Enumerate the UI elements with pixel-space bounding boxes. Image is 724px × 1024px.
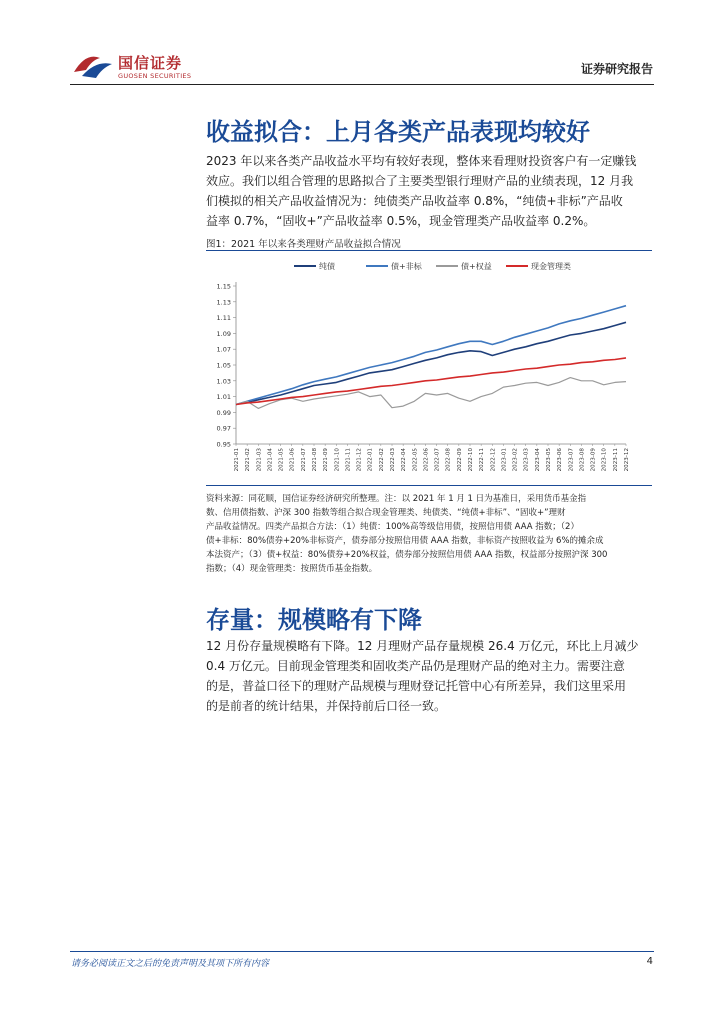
x-tick-label: 2023-11: [612, 448, 619, 472]
x-tick-label: 2022-07: [434, 448, 441, 472]
x-tick-label: 2022-04: [401, 448, 408, 472]
section-title-yield-fit: 收益拟合：上月各类产品表现均较好: [206, 118, 590, 146]
x-tick-label: 2022-10: [468, 448, 474, 472]
x-tick-label: 2021-11: [345, 448, 352, 472]
figure-title: 图1：2021 年以来各类理财产品收益拟合情况: [206, 239, 401, 250]
x-tick-label: 2023-08: [579, 448, 586, 472]
series-line-现金管理类: [236, 358, 626, 405]
x-tick-label: 2021-12: [356, 448, 363, 472]
paragraph-line: 们模拟的相关产品收益情况为：纯债类产品收益率 0.8%，“纯债+非标”产品收: [206, 194, 623, 208]
x-tick-label: 2023-10: [601, 448, 608, 472]
logo-text-en: GUOSEN SECURITIES: [118, 72, 192, 80]
x-tick-label: 2021-08: [312, 448, 318, 472]
paragraph-line: 2023 年以来各类产品收益水平均有较好表现，整体来看理财投资客户有一定赚钱: [206, 154, 637, 168]
line-chart-svg: [206, 254, 652, 482]
report-type-label: 证券研究报告: [580, 62, 653, 76]
x-tick-label: 2023-01: [501, 448, 508, 472]
x-tick-label: 2022-06: [423, 448, 430, 472]
x-tick-label: 2022-02: [378, 448, 385, 472]
x-tick-label: 2022-12: [490, 448, 497, 472]
guosen-logo: [72, 50, 212, 86]
x-tick-label: 2021-07: [300, 448, 307, 472]
series-line-纯债: [236, 322, 626, 404]
series-line-债+非标: [236, 306, 626, 405]
figure-top-rule: [206, 250, 652, 251]
x-tick-label: 2023-02: [512, 448, 519, 472]
x-tick-label: 2022-08: [445, 448, 452, 472]
y-tick-label: 0.99: [216, 408, 231, 417]
figure-bottom-rule: [206, 485, 652, 486]
x-tick-label: 2021-03: [256, 448, 263, 472]
note-line: 数、信用债指数、沪深 300 指数等组合拟合现金管理类、纯债类、“纯债+非标”、“固收+”理财: [206, 508, 566, 518]
y-tick-label: 1.13: [216, 298, 231, 307]
legend-label: 债+权益: [461, 262, 492, 271]
x-tick-label: 2023-06: [557, 448, 564, 472]
section-title-stock: 存量：规模略有下降: [206, 606, 422, 634]
note-line: 产品收益情况。四类产品拟合方法：（1）纯债：100%高等级信用债，按照信用债 AAA 指数；（2）: [206, 522, 579, 532]
page-header: [0, 0, 724, 90]
x-tick-label: 2021-04: [267, 448, 274, 472]
logo-mark-icon: [72, 50, 116, 80]
note-line: 指数；（4）现金管理类：按照货币基金指数。: [206, 564, 378, 574]
header-divider: [70, 84, 654, 85]
x-tick-label: 2022-09: [456, 448, 463, 472]
legend-label: 纯债: [319, 262, 335, 271]
page-number: 4: [646, 956, 653, 967]
yield-fit-chart: [206, 254, 652, 482]
section-paragraph-stock: [206, 636, 652, 716]
y-tick-label: 1.05: [216, 361, 231, 370]
x-tick-label: 2021-09: [323, 448, 330, 472]
footer-disclaimer: 请务必阅读正文之后的免责声明及其项下所有内容: [71, 959, 270, 969]
paragraph-line: 效应。我们以组合管理的思路拟合了主要类型银行理财产品的业绩表现，12 月我: [206, 174, 634, 188]
x-tick-label: 2022-11: [479, 448, 486, 472]
figure-notes: [206, 492, 652, 576]
y-tick-label: 1.03: [216, 377, 231, 386]
logo-text-cn: 国信证券: [118, 54, 183, 72]
note-line: 本法资产；（3）债+权益：80%债券+20%权益，债券部分按照信用债 AAA 指数，权益部分按照沪深 300: [206, 550, 608, 560]
x-tick-label: 2023-03: [523, 448, 530, 472]
paragraph-line: 的是前者的统计结果，并保持前后口径一致。: [206, 699, 447, 713]
y-tick-label: 1.11: [216, 314, 231, 323]
paragraph-line: 0.4 万亿元。目前现金管理类和固收类产品仍是理财产品的绝对主力。需要注意: [206, 659, 625, 673]
y-tick-label: 1.09: [216, 329, 231, 338]
x-tick-label: 2021-01: [234, 448, 240, 472]
y-tick-label: 1.15: [216, 282, 231, 291]
x-tick-label: 2022-01: [367, 448, 374, 472]
x-tick-label: 2022-05: [412, 448, 419, 472]
x-tick-label: 2023-07: [568, 448, 575, 472]
x-tick-label: 2023-09: [590, 448, 597, 472]
legend-label: 现金管理类: [531, 262, 571, 271]
note-line: 债+非标：80%债券+20%非标资产，债券部分按照信用债 AAA 指数，非标资产按照收益为 6%的摊余成: [206, 536, 604, 546]
series-line-债+权益: [236, 378, 626, 409]
x-tick-label: 2021-06: [289, 448, 296, 472]
paragraph-line: 12 月份存量规模略有下降。12 月理财产品存量规模 26.4 万亿元，环比上月减少: [206, 639, 639, 653]
x-tick-label: 2022-03: [390, 448, 396, 472]
y-tick-label: 0.97: [216, 424, 231, 433]
section-paragraph-yield-fit: [206, 151, 652, 231]
y-tick-label: 0.95: [216, 440, 231, 449]
x-tick-label: 2023-12: [624, 448, 630, 472]
y-tick-label: 1.01: [216, 393, 231, 402]
x-tick-label: 2021-10: [334, 448, 341, 472]
x-tick-label: 2021-02: [245, 448, 252, 472]
footer-divider: [70, 951, 654, 952]
paragraph-line: 益率 0.7%，“固收+”产品收益率 0.5%，现金管理类产品收益率 0.2%。: [206, 214, 596, 228]
paragraph-line: 的是，普益口径下的理财产品规模与理财登记托管中心有所差异，我们这里采用: [206, 679, 627, 693]
x-tick-label: 2023-05: [546, 448, 552, 472]
legend-label: 债+非标: [391, 262, 422, 271]
x-tick-label: 2023-04: [534, 448, 541, 472]
x-tick-label: 2021-05: [278, 448, 285, 472]
y-tick-label: 1.07: [216, 345, 231, 354]
note-line: 资料来源：同花顺，国信证券经济研究所整理。注：以 2021 年 1 月 1 日为基准日，采用货币基金指: [206, 494, 587, 504]
